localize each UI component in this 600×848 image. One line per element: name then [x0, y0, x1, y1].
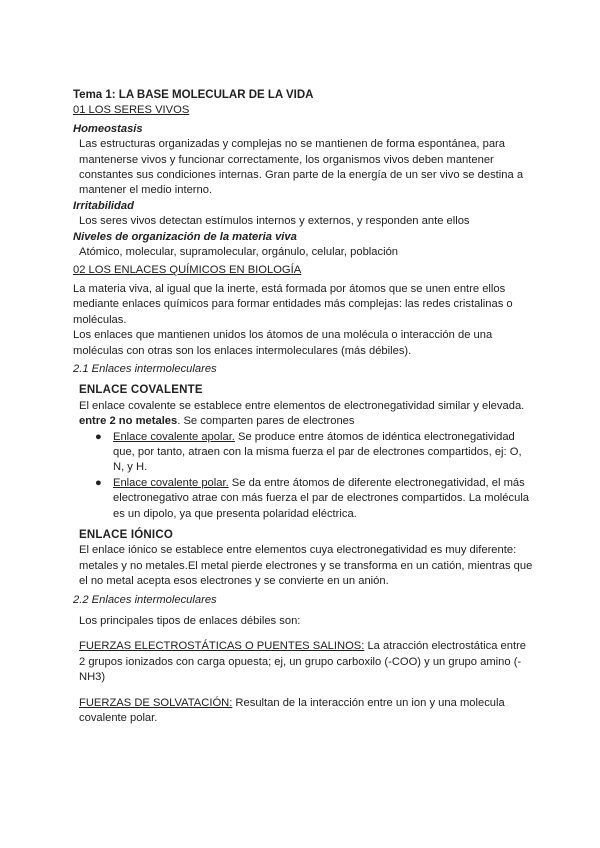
section-02-paragraph-2: Los enlaces que mantienen unidos los átomos de una molécula o interacción de una moléculas con otras son los enlaces intermoleculares (más débiles).	[73, 329, 493, 357]
debiles-block	[73, 614, 533, 726]
document-title: Tema 1: LA BASE MOLECULAR DE LA VIDA	[73, 89, 314, 101]
bullet-icon: ●	[95, 430, 102, 443]
irritabilidad-heading: Irritabilidad	[73, 199, 134, 212]
covalente-rest: . Se comparten pares de electrones	[177, 415, 355, 428]
document-page	[73, 88, 533, 726]
fuerzas-label: FUERZAS ELECTROSTÁTICAS O PUENTES SALINOS:	[79, 640, 365, 653]
fuerzas-text: La atracción electrostática entre 2 grupos ionizados con carga opuesta; ej, un grupo carboxilo (-COO) y un grupo amino (-NH3)	[79, 640, 527, 684]
covalente-list	[79, 430, 533, 522]
polar-label: Enlace covalente polar.	[113, 476, 229, 489]
covalente-block	[73, 383, 533, 522]
section-01-heading: 01 LOS SERES VIVOS	[73, 104, 190, 117]
covalente-text	[79, 399, 533, 430]
ionico-text: El enlace iónico se establece entre elementos cuya electronegatividad es muy diferente: metales y no metales.El metal pierde electrones y se transforma en un catión, mientras que el no metal acepta esos electrones y se convierte en un anión.	[79, 544, 533, 588]
solvatacion-paragraph	[79, 696, 533, 727]
subsection-2-1-heading: 2.1 Enlaces intermoleculares	[73, 362, 217, 375]
polar-text: Se da entre átomos de diferente electronegatividad, el más electronegativo atrae con más fuerza el par de electrones compartidos. La molécula es un dipolo, ya que presenta polaridad eléctrica.	[113, 476, 530, 520]
covalente-heading: ENLACE COVALENTE	[79, 384, 203, 397]
homeostasis-text: Las estructuras organizadas y complejas no se mantienen de forma espontánea, para mantenerse vivos y funcionar correctamente, los organismos vivos deben mantener constantes sus condiciones internas. Gran parte de la energía de un ser vivo se destina a mantener el medio interno.	[79, 138, 524, 197]
homeostasis-heading: Homeostasis	[73, 122, 143, 135]
covalente-text-main: El enlace covalente se establece entre elementos de electronegatividad similar y elevada.	[79, 399, 525, 412]
apolar-text: Se produce entre átomos de idéntica electronegatividad que, por tanto, atraen con la misma fuerza el par de electrones compartidos, ej: O, N, y H.	[113, 430, 522, 474]
irritabilidad-text: Los seres vivos detectan estímulos internos y externos, y responden ante ellos	[79, 215, 470, 228]
list-item	[95, 430, 533, 476]
solvatacion-label: FUERZAS DE SOLVATACIÓN:	[79, 696, 233, 709]
fuerzas-paragraph	[79, 639, 533, 685]
section-02-paragraph-1: La materia viva, al igual que la inerte, está formada por átomos que se unen entre ellos mediante enlaces químicos para formar entidades más complejas: las redes cristalinas o moléculas.	[73, 282, 513, 326]
ionico-heading: ENLACE IÓNICO	[79, 528, 173, 541]
ionico-block	[73, 528, 533, 590]
debiles-intro: Los principales tipos de enlaces débiles son:	[79, 615, 301, 627]
subsection-2-2-heading: 2.2 Enlaces intermoleculares	[73, 593, 217, 606]
list-item	[95, 476, 533, 522]
bullet-icon: ●	[95, 476, 102, 489]
section-02-heading: 02 LOS ENLACES QUÍMICOS EN BIOLOGÍA	[73, 264, 302, 277]
niveles-heading: Niveles de organización de la materia viva	[73, 230, 297, 243]
niveles-text: Atómico, molecular, supramolecular, orgánulo, celular, población	[79, 246, 399, 259]
covalente-bold: entre 2 no metales	[79, 415, 178, 428]
solvatacion-text: Resultan de la interacción entre un ion y una molecula covalente polar.	[79, 696, 505, 725]
apolar-label: Enlace covalente apolar.	[113, 430, 235, 443]
